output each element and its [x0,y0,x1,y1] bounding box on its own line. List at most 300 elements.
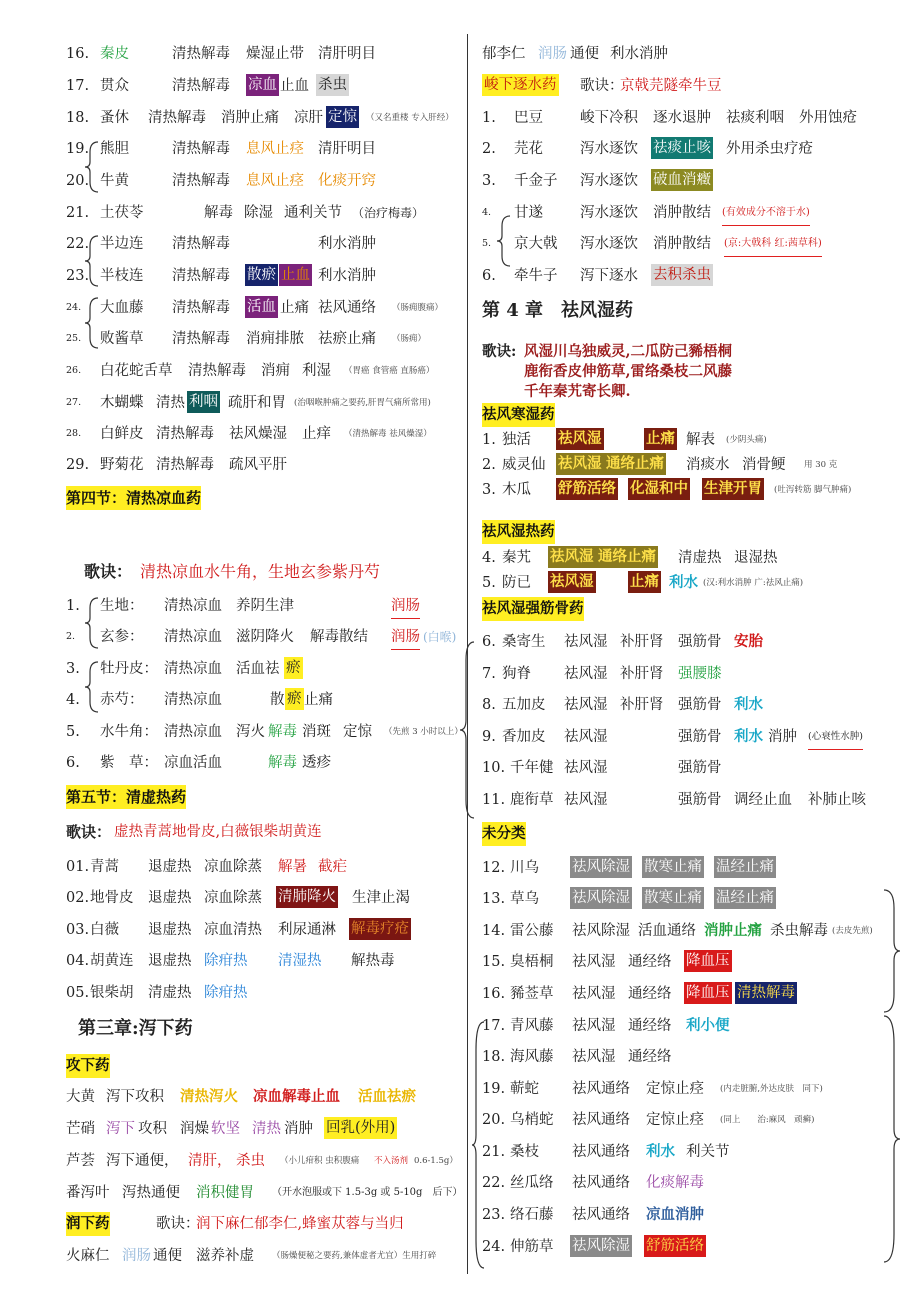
herb-name: 贯众 [100,78,129,94]
list-item [0,359,462,383]
section-heading [0,486,462,510]
effect-highlight: 活血 [245,296,278,318]
herb-name: 五加皮 [502,697,546,713]
herb-name: 牛黄 [100,173,129,189]
effect: 清热解毒 [156,426,214,442]
effect: 止痛 [280,300,309,316]
section-heading [0,785,462,809]
herb-name: 半边连 [100,236,144,252]
effect-highlight: 祛风湿 [556,453,604,475]
item-number: 9. [482,729,496,745]
item-number: 4. [66,692,80,708]
effect-highlight: 定惊 [326,106,359,128]
effect: 通便 [153,1248,182,1264]
list-item [472,1140,920,1164]
item-number: 8. [482,697,496,713]
effect: 通利关节 [284,205,342,221]
effect: 祛风湿 [572,1018,616,1034]
note: （肠燥便秘之要药,兼体虚者尤宜）生用打碎 [272,1251,437,1261]
list-item [472,1045,920,1069]
list-item [0,688,462,712]
item-number: 17. [482,1018,506,1034]
herb-name: 土茯苓 [100,205,144,221]
note: （清热解毒 祛风燥湿） [344,429,432,439]
item-number: 4. [482,207,492,218]
list-item [472,630,920,654]
note: 0.6-1.5g） [414,1156,458,1166]
effect: 息风止痉 [246,141,304,157]
herb-name: 海风藤 [510,1049,554,1065]
list-item [472,1077,920,1101]
herb-name: 木瓜 [502,482,531,498]
effect: 滋养补虚 [196,1248,254,1264]
effect-highlight: 利咽 [187,391,220,413]
effect: 通经络 [628,986,672,1002]
herb-name: 紫 草： [100,755,158,771]
herb-name: 狗脊 [502,666,531,682]
effect: 强筋骨 [678,760,722,776]
effect: 泻水逐饮 [580,173,638,189]
item-number: 21. [482,1144,506,1160]
effect-highlight: 祛风除湿 [570,1235,632,1257]
herb-name: 牵牛子 [514,268,558,284]
herb-name: 青蒿 [90,859,119,875]
herb-name: 白薇 [90,922,119,938]
item-number: 01. [66,859,90,875]
herb-name: 豨莶草 [510,986,554,1002]
effect: 除湿 [244,205,273,221]
effect: 补肝肾 [620,666,664,682]
effect: 祛风燥湿 [229,426,287,442]
item-number: 10. [482,760,506,776]
list-item [0,1181,462,1205]
effect: 祛风湿 [564,666,608,682]
herb-name: 络石藤 [510,1207,554,1223]
effect-highlight: 祛风除湿 [570,856,632,878]
effect: 祛风通络 [572,1144,630,1160]
herb-name: 川乌 [510,860,539,876]
effect: 除疳热 [204,953,248,969]
item-number: 18. [66,110,90,126]
herb-name: 草乌 [510,891,539,907]
herb-name: 威灵仙 [502,457,546,473]
chapter-title: 第三章:泻下药 [78,1018,193,1039]
herb-name: 蚤休 [100,110,129,126]
effect: 清热解毒 [148,110,206,126]
group-brace [84,140,100,194]
item-number: 11. [482,792,506,808]
herb-name: 牡丹皮： [100,661,158,677]
effect: 解毒 [268,724,297,740]
note: (京:大戟科 红:茜草科) [724,232,822,257]
list-item [472,106,920,130]
effect: 润肠 [122,1248,151,1264]
herb-name: 白花蛇舌草 [100,363,173,379]
right-column [472,0,920,1302]
effect: 消斑 [302,724,331,740]
effect: 清热解毒 [172,268,230,284]
section-title: 第五节：清虚热药 [66,785,186,809]
herb-name: 芦荟 [66,1153,95,1169]
note: (内走脏腑,外达皮肤 同下) [720,1084,823,1094]
list-item [0,453,462,477]
list-item [472,546,920,570]
list-item [472,725,920,749]
herb-name: 野菊花 [100,457,144,473]
effect: 定惊 [343,724,372,740]
effect: 化痰解毒 [646,1175,704,1191]
item-number: 5. [482,238,492,249]
effect: 消痈排脓 [246,331,304,347]
effect: 清热解毒 [172,173,230,189]
herb-name: 独活 [502,432,531,448]
effect: 生津止渴 [352,890,410,906]
effect: 祛风湿 [564,760,608,776]
list-item [472,693,920,717]
note: (吐泻转筋 脚气肿痛) [774,485,852,495]
item-number: 3. [482,173,496,189]
effect: 退湿热 [734,550,778,566]
effect: 滋阴降火 [236,629,294,645]
effect: 补肝肾 [620,634,664,650]
item-number: 2. [482,457,496,473]
list-item [472,662,920,686]
effect: 通经络 [628,1049,672,1065]
effect: 清热凉血 [164,661,222,677]
effect-highlight: 止痛 [628,571,661,593]
mnemonic-text: 风湿川乌独威灵,二瓜防己豨梧桐 [524,343,733,360]
herb-name: 甘遂 [514,205,543,221]
effect: 止血 [280,78,309,94]
group-brace [882,888,902,1014]
effect: 通经络 [628,1018,672,1034]
item-number: 25. [66,333,82,344]
effect: 凉肝 [294,110,323,126]
note: (治咽喉肿痛之要药,肝胃气痛所常用) [294,398,431,408]
effect: 泻下 [106,1121,135,1137]
herb-name: 青风藤 [510,1018,554,1034]
note: （又名重楼 专入肝经） [366,113,454,123]
list-item [472,169,920,193]
section-heading [472,822,920,846]
effect-highlight: 回乳(外用) [324,1117,397,1139]
effect-highlight: 祛风湿 [548,546,596,568]
list-item [472,201,920,225]
effect: 解毒 [268,755,297,771]
list-item [0,327,462,351]
effect: 活血祛 [236,661,280,677]
effect: 清热解毒 [172,300,230,316]
effect: 清湿热 [278,953,322,969]
effect: 定惊止痉 [646,1112,704,1128]
herb-name: 秦皮 [100,46,129,62]
herb-name: 大黄 [66,1089,95,1105]
note: (汉:利水消肿 广:祛风止痛) [703,578,804,588]
effect: 利小便 [686,1017,730,1034]
section-title: 攻下药 [66,1054,110,1078]
effect: 清虚热 [678,550,722,566]
effect: 祛瘀止痛 [318,331,376,347]
mnemonic [0,820,462,844]
effect: 解暑 [278,859,307,875]
effect-highlight: 破血消癥 [651,169,713,191]
mnemonic [472,380,920,404]
effect: 凉血活血 [164,755,222,771]
effect: 润肠 [391,625,420,650]
list-item [0,264,462,288]
section-title: 润下药 [66,1212,110,1236]
effect: 截疟 [318,859,347,875]
effect: 泻下通便， [106,1153,179,1169]
list-item [0,886,462,910]
herb-name: 地骨皮 [90,890,134,906]
note: (心衰性水肿) [808,725,863,750]
effect-highlight: 祛风湿 [556,428,604,450]
effect: 凉血除蒸 [204,890,262,906]
item-number: 29. [66,457,90,473]
effect: 消肿散结 [653,236,711,252]
item-number: 04. [66,953,90,969]
list-item [472,264,920,288]
effect: 清热解毒 [188,363,246,379]
effect: 泻下逐水 [580,268,638,284]
effect: 祛风通络 [318,300,376,316]
list-item [472,887,920,911]
note: （胃癌 食管癌 直肠癌） [344,366,435,376]
note: (同上 治:麻风 顽癣) [720,1115,815,1125]
effect: 活血祛瘀 [358,1088,416,1105]
effect: 解毒 [204,205,233,221]
section-title: 祛风湿强筋骨药 [482,597,584,621]
effect: 攻积 [138,1121,167,1137]
effect-highlight: 止痛 [644,428,677,450]
item-number: 3. [66,661,80,677]
effect: 补肺止咳 [808,792,866,808]
effect: 祛风通络 [572,1175,630,1191]
herb-name: 千金子 [514,173,558,189]
herb-name: 臭梧桐 [510,954,554,970]
mnemonic-label: 歌诀： [84,562,133,581]
effect: 定惊止痉 [646,1081,704,1097]
effect: 利关节 [686,1144,730,1160]
list-item [472,919,920,943]
effect: 透疹 [302,755,331,771]
herb-name: 胡黄连 [90,953,134,969]
herb-name: 木蝴蝶 [100,395,144,411]
list-item [472,137,920,161]
herb-name: 香加皮 [502,729,546,745]
effect: 软坚 [211,1121,240,1137]
note: 用 30 克 [804,460,838,470]
effect: 通便 [570,46,599,62]
item-number: 05. [66,985,90,1001]
effect: 清热凉血 [164,724,222,740]
herb-name: 芒硝 [66,1121,95,1137]
herb-name: 桑枝 [510,1144,539,1160]
list-item [0,855,462,879]
effect: 消痈 [261,363,290,379]
group-brace [84,296,100,350]
effect: 消肿 [284,1121,313,1137]
effect: 除疳热 [204,985,248,1001]
effect: 清热 [156,395,185,411]
herb-name: 郁李仁 [482,46,526,62]
item-number: 14. [482,923,506,939]
item-number: 6. [66,755,80,771]
herb-name: 伸筋草 [510,1239,554,1255]
effect: 杀虫解毒 [770,923,828,939]
mnemonic-text: 京戟芫隧牵牛豆 [620,78,722,94]
herb-name: 火麻仁 [66,1248,110,1264]
effect-highlight: 散瘀 [245,264,278,286]
effect: 养阴生津 [236,598,294,614]
herb-name: 芫花 [514,141,543,157]
effect: 泻火 [236,724,265,740]
list-item [472,1235,920,1259]
effect: 祛风湿 [572,986,616,1002]
herb-name: 玄参： [100,629,144,645]
effect: 清热解毒 [156,457,214,473]
list-item [472,232,920,256]
item-number: 19. [482,1081,506,1097]
herb-name: 半枝连 [100,268,144,284]
chapter-heading [0,1015,462,1043]
note: (少阴头痛) [726,435,767,445]
list-item [472,478,920,502]
list-item [0,720,462,744]
item-number: 1. [482,432,496,448]
effect: 凉血清热 [204,922,262,938]
effect: 峻下冷积 [580,110,638,126]
list-item [472,571,920,595]
effect: 清热解毒 [172,78,230,94]
item-number: 6. [482,268,496,284]
effect: 退虚热 [148,922,192,938]
list-item [472,950,920,974]
effect: 清热解毒 [172,331,230,347]
section-heading [472,403,920,427]
list-item [472,856,920,880]
herb-name: 蕲蛇 [510,1081,539,1097]
effect: 凉血消肿 [646,1206,704,1223]
list-item [472,428,920,452]
herb-name: 雷公藤 [510,923,554,939]
list-item [0,918,462,942]
list-item [0,169,462,193]
effect: 清热 [252,1121,281,1137]
effect: 清热凉血 [164,692,222,708]
section-heading [472,597,920,621]
effect: 补肝肾 [620,697,664,713]
effect: 润肠 [538,46,567,62]
group-brace [84,234,100,288]
effect: 清热凉血 [164,598,222,614]
section-title: 祛风寒湿药 [482,403,555,427]
item-number: 16. [66,46,90,62]
item-number: 26. [66,365,82,376]
effect: 退虚热 [148,953,192,969]
note: （治疗梅毒） [352,206,425,220]
effect-highlight: 散寒止痛 [642,856,704,878]
effect-highlight: 降血压 [684,950,732,972]
list-item [0,594,462,618]
effect: 祛风湿 [572,954,616,970]
effect: 化痰开窍 [318,173,376,189]
item-number: 22. [482,1175,506,1191]
herb-name: 番泻叶 [66,1185,110,1201]
effect: 外用杀虫疗疮 [726,141,813,157]
herb-name: 巴豆 [514,110,543,126]
list-item [472,1014,920,1038]
effect: 清虚热 [148,985,192,1001]
mnemonic-text: 千年秦艽寄长卿. [524,383,631,400]
list-item [0,42,462,66]
effect-highlight: 瘀 [285,688,304,710]
item-number: 3. [482,482,496,498]
item-number: 02. [66,890,90,906]
herb-name: 熊胆 [100,141,129,157]
effect-highlight: 舒筋活络 [644,1235,706,1257]
mnemonic-text: 清热凉血水牛角，生地玄参紫丹芍 [140,562,381,581]
effect: 解热毒 [351,953,395,969]
herb-name: 秦艽 [502,550,531,566]
effect-highlight: 止血 [279,264,312,286]
item-number: 16. [482,986,506,1002]
effect: 活血通络 [638,923,696,939]
mnemonic-label: 歌诀: [482,343,517,360]
effect: 凉血解毒止血 [253,1088,340,1105]
mnemonic [0,1212,462,1236]
effect: 安胎 [734,633,763,650]
effect: 祛风湿 [564,729,608,745]
note: （先煎 3 小时以上） [384,727,463,737]
effect: 消积健胃 [196,1185,254,1201]
effect-highlight: 舒筋活络 [556,478,618,500]
herb-name: 桑寄生 [502,634,546,650]
mnemonic-text: 虚热青蒿地骨皮,白薇银柴胡黄连 [114,824,322,840]
effect: 清热解毒 [172,46,230,62]
list-item [0,106,462,130]
list-item [472,1108,920,1132]
mnemonic-label: 歌诀： [66,823,112,841]
list-item [0,391,462,415]
effect: 泻热通便 [122,1185,180,1201]
effect: 泻水逐饮 [580,205,638,221]
list-item [0,657,462,681]
section-heading [0,1054,462,1078]
effect-highlight: 瘀 [284,657,303,679]
item-number: 7. [482,666,496,682]
effect: 强腰膝 [678,666,722,682]
list-item [472,982,920,1006]
herb-name: 生地： [100,598,144,614]
effect: 通经络 [628,954,672,970]
effect: 消肿止痛 [704,922,762,939]
effect-highlight: 散寒止痛 [642,887,704,909]
effect: 祛风湿 [564,792,608,808]
item-number: 22. [66,236,90,252]
effect: 止痒 [302,426,331,442]
herb-name: 乌梢蛇 [510,1112,554,1128]
effect: 祛风湿 [564,697,608,713]
effect-highlight: 清肺降火 [276,886,338,908]
list-item [472,756,920,780]
item-number: 18. [482,1049,506,1065]
effect: 消肿 [768,729,797,745]
effect: 利尿通淋 [278,922,336,938]
list-item [0,625,462,649]
item-number: 03. [66,922,90,938]
